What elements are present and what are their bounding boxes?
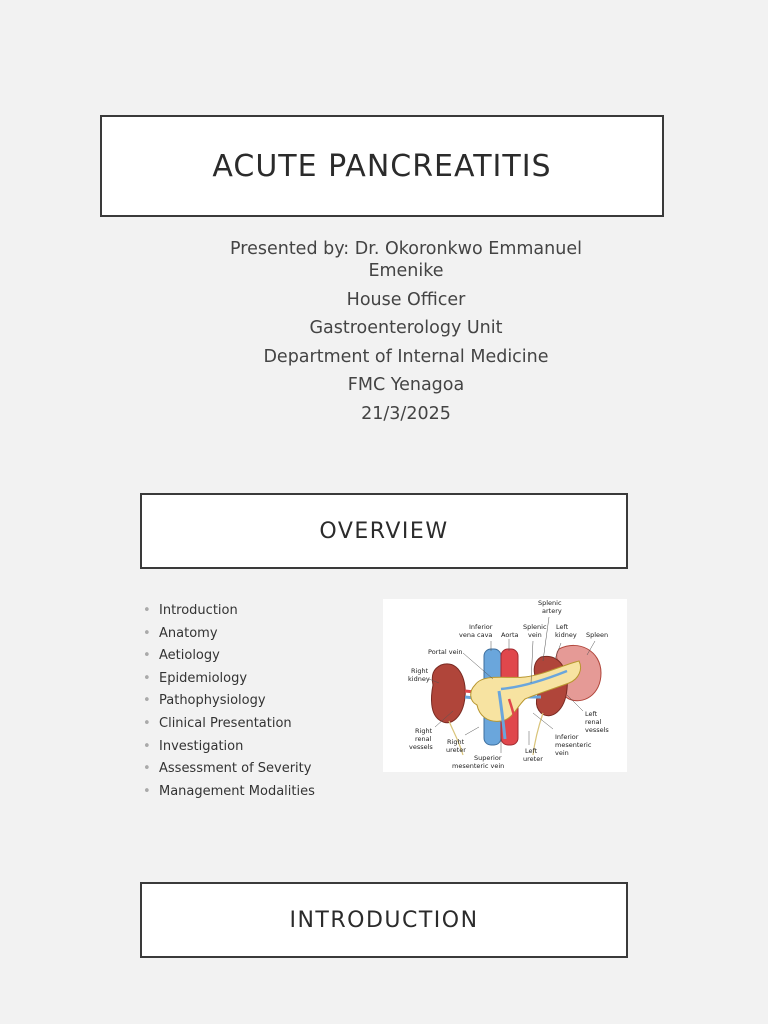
overview-title-box — [140, 493, 628, 569]
presentation-title: ACUTE PANCREATITIS — [212, 148, 552, 184]
label-left-renal-1: Left — [585, 710, 598, 718]
pancreas-anatomy-svg — [383, 599, 627, 772]
bullet-icon: • — [143, 738, 151, 754]
bullet-icon: • — [143, 783, 151, 799]
list-item — [143, 758, 315, 781]
label-right-renal-2: renal — [415, 735, 432, 743]
title-slide-box — [100, 115, 664, 217]
bullet-icon: • — [143, 625, 151, 641]
list-item — [143, 713, 315, 736]
label-splenic-artery-2: artery — [542, 607, 562, 615]
overview-list — [143, 600, 315, 803]
presenter-department: Department of Internal Medicine — [263, 346, 549, 367]
label-left-kidney-1: Left — [556, 623, 569, 631]
list-item — [143, 668, 315, 691]
list-item-label: Aetiology — [159, 648, 220, 664]
presenter-unit: Gastroenterology Unit — [309, 318, 503, 338]
right-kidney-shape — [431, 664, 465, 723]
list-item — [143, 690, 315, 713]
label-imv-1: Inferior — [555, 733, 579, 741]
list-item — [143, 645, 315, 668]
label-spleen: Spleen — [586, 631, 609, 639]
label-left-ureter-1: Left — [525, 747, 538, 755]
bullet-icon: • — [143, 761, 151, 777]
list-item-label: Introduction — [159, 603, 238, 618]
list-item — [143, 781, 315, 804]
list-item-label: Investigation — [159, 738, 244, 754]
label-splenic-artery-1: Splenic — [538, 599, 562, 607]
label-aorta: Aorta — [501, 631, 519, 639]
presenter-block — [200, 238, 612, 425]
presenter-name-line2: Emenike — [368, 261, 444, 281]
introduction-title-box — [140, 882, 628, 958]
list-item — [143, 600, 315, 623]
list-item-label: Pathophysiology — [159, 693, 266, 709]
bullet-icon: • — [143, 693, 151, 709]
overview-title: OVERVIEW — [319, 518, 449, 544]
bullet-icon: • — [143, 603, 151, 618]
label-left-ureter-2: ureter — [523, 755, 543, 763]
label-right-renal-1: Right — [415, 727, 433, 735]
label-ivc-1: Inferior — [469, 623, 493, 631]
label-right-kidney-1: Right — [411, 667, 429, 675]
presenter-institution: FMC Yenagoa — [347, 375, 465, 395]
label-right-ureter-2: ureter — [446, 746, 466, 754]
label-splenic-vein-1: Splenic — [523, 623, 547, 631]
label-ivc-2: vena cava — [459, 631, 493, 639]
label-imv-3: vein — [555, 749, 569, 757]
label-right-renal-3: vessels — [409, 743, 433, 751]
bullet-icon: • — [143, 670, 151, 686]
label-imv-2: mesenteric — [555, 741, 592, 749]
label-portal-vein: Portal vein — [428, 648, 463, 656]
list-item-label: Assessment of Severity — [159, 761, 312, 777]
bullet-icon: • — [143, 715, 151, 731]
list-item-label: Epidemiology — [159, 670, 248, 686]
label-splenic-vein-2: vein — [528, 631, 542, 639]
label-right-ureter-1: Right — [447, 738, 465, 746]
list-item — [143, 736, 315, 759]
introduction-title: INTRODUCTION — [289, 907, 479, 933]
bullet-icon: • — [143, 648, 151, 664]
list-item — [143, 623, 315, 646]
presenter-name-line1: Presented by: Dr. Okoronkwo Emmanuel — [230, 239, 582, 259]
presentation-date: 21/3/2025 — [361, 403, 451, 424]
label-left-renal-2: renal — [585, 718, 602, 726]
list-item-label: Clinical Presentation — [159, 715, 292, 731]
list-item-label: Management Modalities — [159, 783, 315, 799]
label-right-kidney-2: kidney — [408, 675, 430, 683]
presenter-role: House Officer — [346, 289, 466, 310]
label-left-renal-3: vessels — [585, 726, 609, 734]
pancreas-anatomy-illustration — [383, 599, 627, 772]
list-item-label: Anatomy — [159, 625, 218, 641]
label-smv-1: Superior — [474, 754, 502, 762]
label-left-kidney-2: kidney — [555, 631, 577, 639]
label-smv-2: mesenteric vein — [452, 762, 505, 770]
